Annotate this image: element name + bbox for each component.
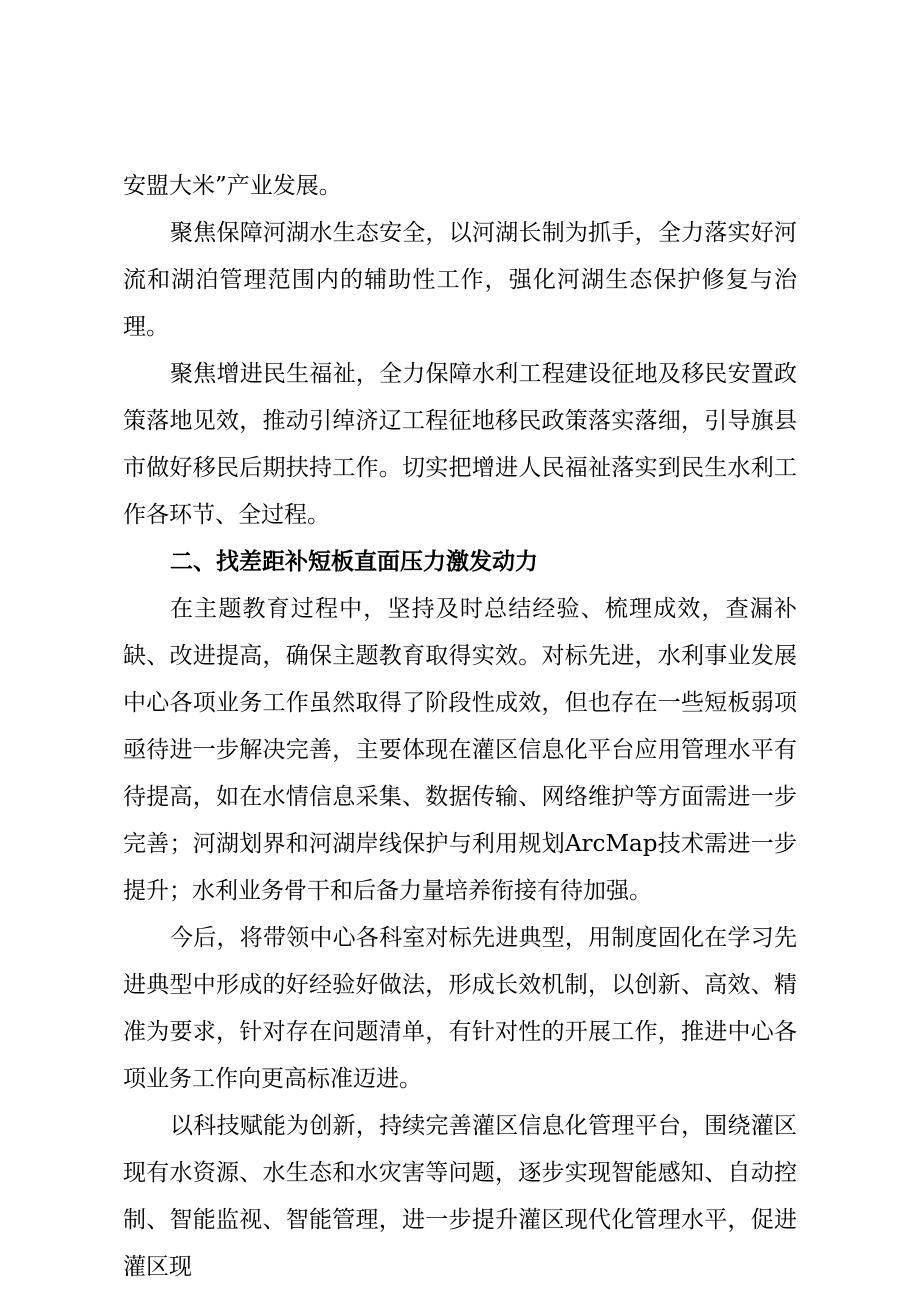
section-heading: 二、找差距补短板直面压力激发动力 (170, 549, 538, 575)
paragraph-shortcomings: 在主题教育过程中，坚持及时总结经验、梳理成效，查漏补缺、改进提高，确保主题教育取得实效。对标先进，水利事业发展中心各项业务工作虽然取得了阶段性成效，但也存在一些短板弱项亟待进一步解决完善，主要体现在灌区信息化平台应用管理水平有待提高，如在水情信息采集、数据传输、网络维护等方面需进一步完善；河湖划界和河湖岸线保护与利用规划ArcMap技术需进一步提升；水利业务骨干和后备力量培养衔接有待加强。 (123, 596, 797, 904)
paragraph-river-lake-ecology: 聚焦保障河湖水生态安全，以河湖长制为抓手，全力落实好河流和湖泊管理范围内的辅助性工作，强化河湖生态保护修复与治理。 (123, 220, 797, 340)
paragraph-technology: 以科技赋能为创新，持续完善灌区信息化管理平台，围绕灌区现有水资源、水生态和水灾害等问题，逐步实现智能感知、自动控制、智能监视、智能管理，进一步提升灌区现代化管理水平，促进灌区现 (123, 1113, 797, 1280)
paragraph-livelihood: 聚焦增进民生福祉，全力保障水利工程建设征地及移民安置政策落地见效，推动引绰济辽工程征地移民政策落实落细，引导旗县市做好移民后期扶持工作。切实把增进人民福祉落实到民生水利工作各环节、全过程。 (123, 361, 797, 528)
paragraph-future-plans: 今后，将带领中心各科室对标先进典型，用制度固化在学习先进典型中形成的好经验好做法，形成长效机制，以创新、高效、精准为要求，针对存在问题清单，有针对性的开展工作，推进中心各项业务工作向更高标准迈进。 (123, 925, 797, 1092)
document-body (123, 163, 797, 1291)
paragraph-continuation: 安盟大米”产业发展。 (123, 173, 342, 199)
